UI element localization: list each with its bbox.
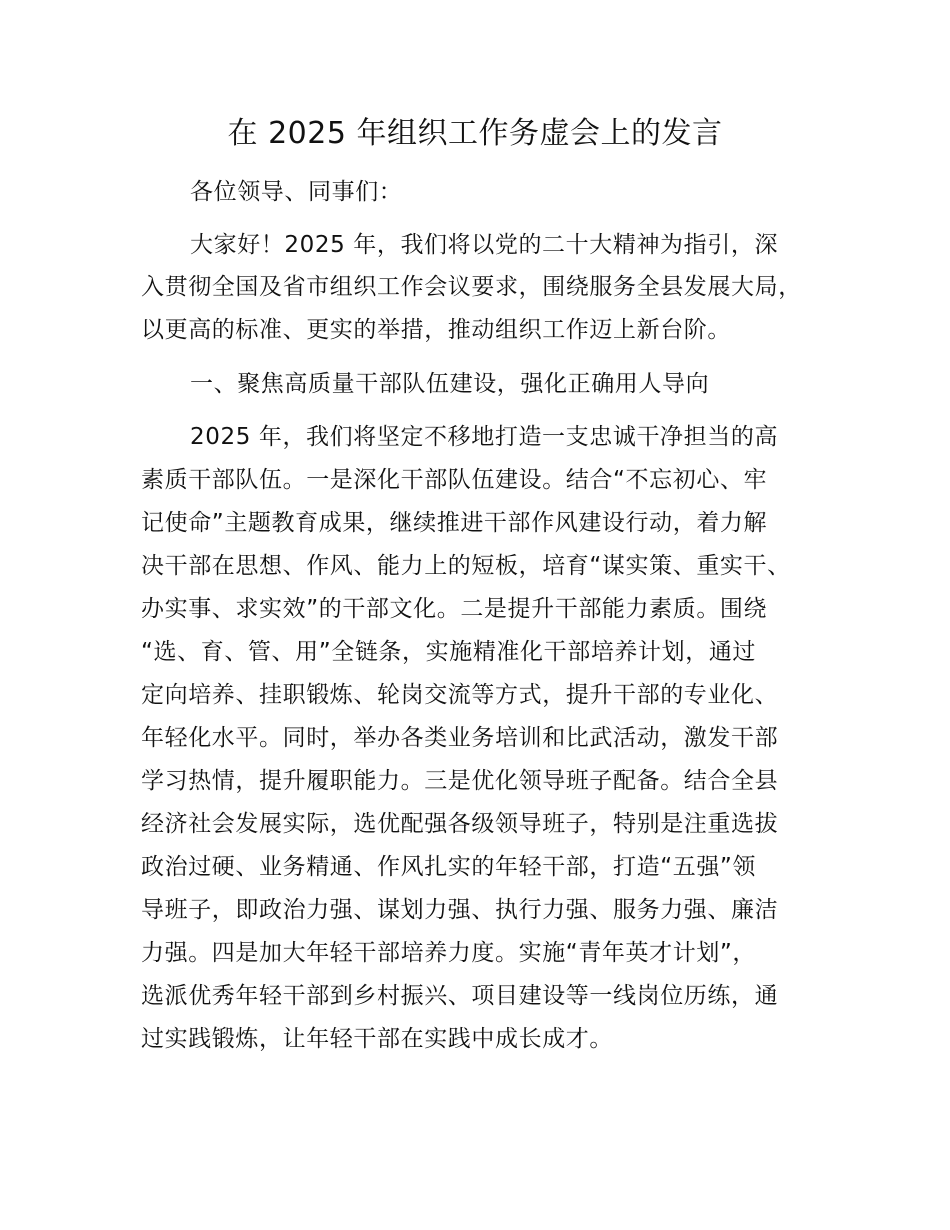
section-line: 2025 年，我们将坚定不移地打造一支忠诚干净担当的高 <box>190 424 779 450</box>
section-line: 记使命”主题教育成果，继续推进干部作风建设行动，着力解 <box>141 510 768 536</box>
section-line: “选、育、管、用”全链条，实施精准化干部培养计划，通过 <box>141 639 757 665</box>
section-line: 力强。四是加大年轻干部培养力度。实施“青年英才计划”， <box>141 940 757 966</box>
greeting: 各位领导、同事们： <box>190 179 403 205</box>
section-line: 选派优秀年轻干部到乡村振兴、项目建设等一线岗位历练，通 <box>141 983 779 1009</box>
section-heading: 一、聚焦高质量干部队伍建设，强化正确用人导向 <box>190 371 710 397</box>
page-title: 在 2025 年组织工作务虚会上的发言 <box>227 116 723 151</box>
section-line: 年轻化水平。同时，举办各类业务培训和比武活动，激发干部 <box>141 725 779 751</box>
section-line: 定向培养、挂职锻炼、轮岗交流等方式，提升干部的专业化、 <box>141 682 779 708</box>
section-line: 政治过硬、业务精通、作风扎实的年轻干部，打造“五强”领 <box>141 854 757 880</box>
section-line: 办实事、求实效”的干部文化。二是提升干部能力素质。围绕 <box>141 596 768 622</box>
section-line: 决干部在思想、作风、能力上的短板，培育“谋实策、重实干、 <box>141 553 791 579</box>
intro-line: 以更高的标准、更实的举措，推动组织工作迈上新台阶。 <box>141 317 731 343</box>
intro-line: 入贯彻全国及省市组织工作会议要求，围绕服务全县发展大局， <box>141 274 802 300</box>
section-line: 过实践锻炼，让年轻干部在实践中成长成才。 <box>141 1026 613 1052</box>
section-line: 导班子，即政治力强、谋划力强、执行力强、服务力强、廉洁 <box>141 897 779 923</box>
section-line: 素质干部队伍。一是深化干部队伍建设。结合“不忘初心、牢 <box>141 467 768 493</box>
section-line: 经济社会发展实际，选优配强各级领导班子，特别是注重选拔 <box>141 811 779 837</box>
section-line: 学习热情，提升履职能力。三是优化领导班子配备。结合全县 <box>141 768 779 794</box>
intro-line: 大家好！2025 年，我们将以党的二十大精神为指引，深 <box>190 232 779 258</box>
